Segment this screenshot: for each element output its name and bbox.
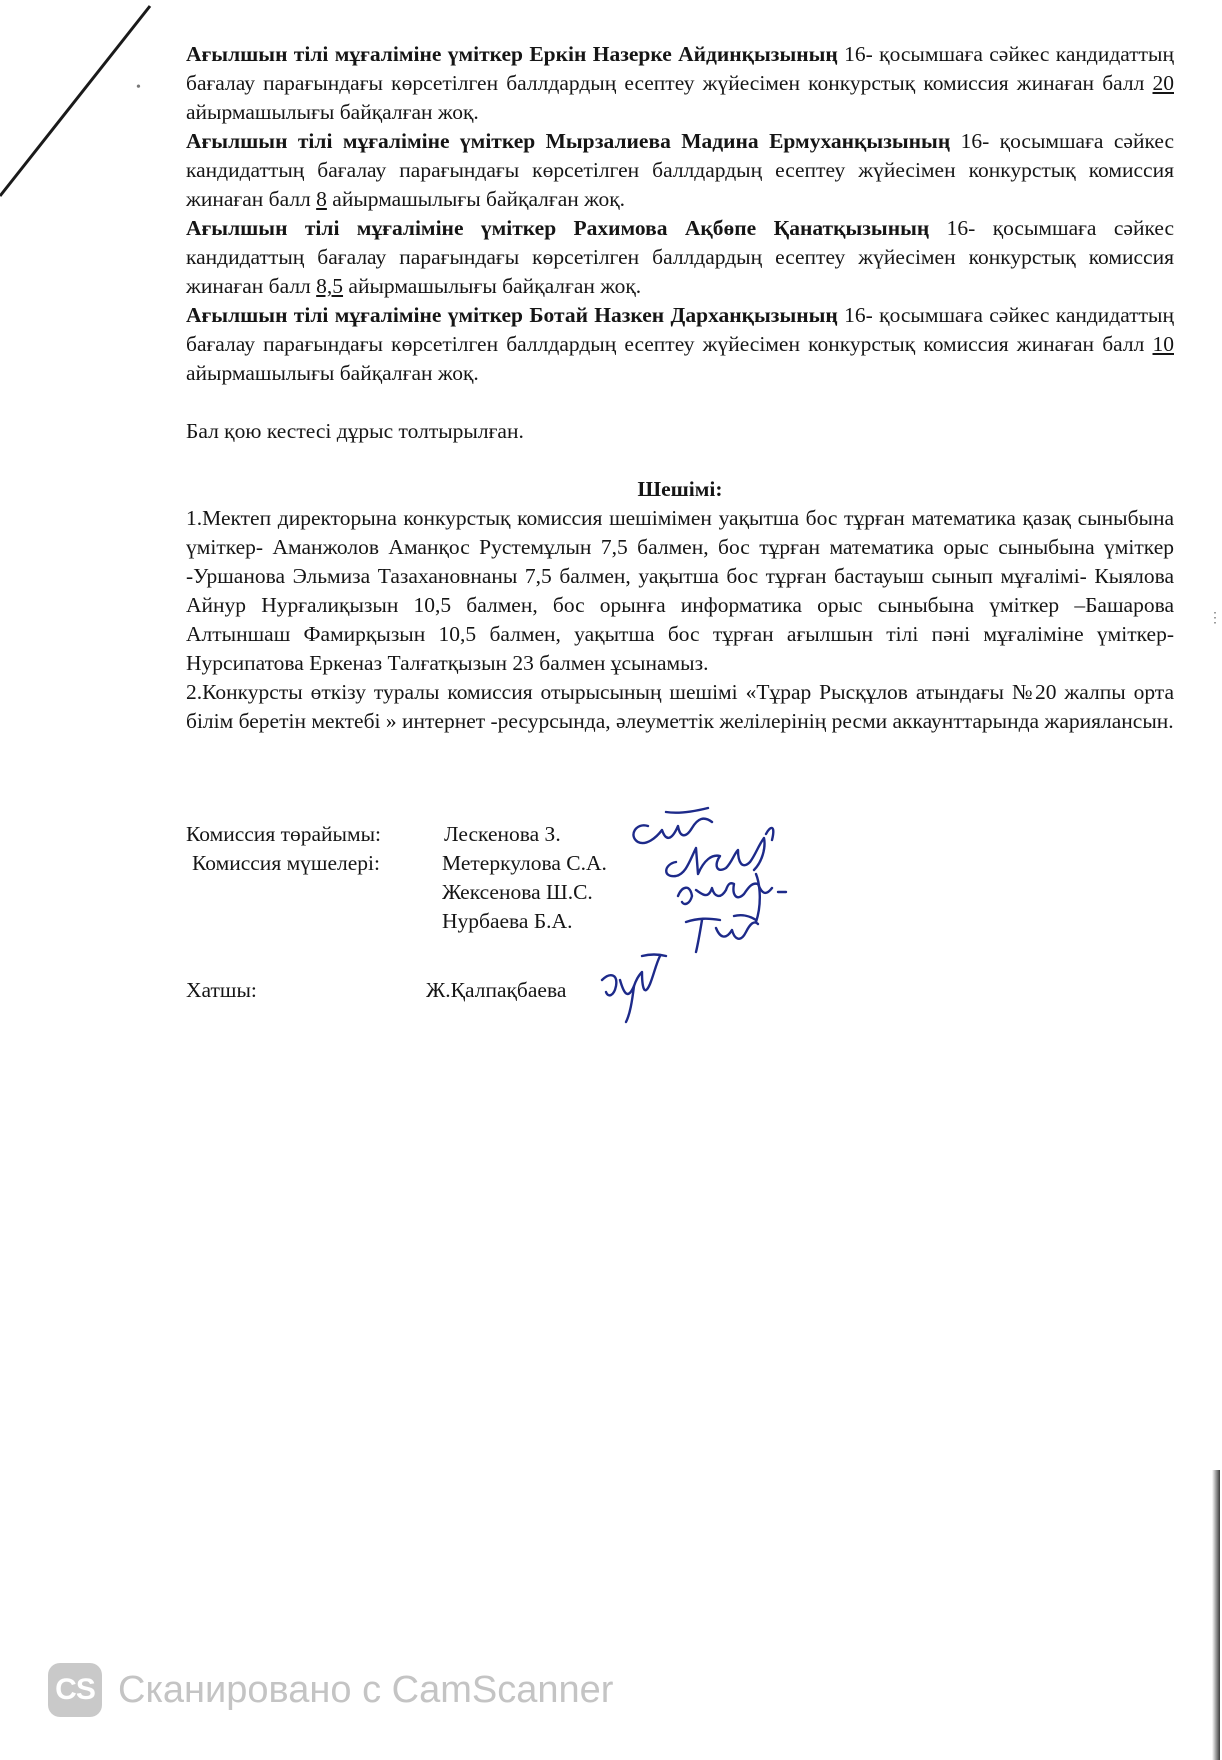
camscanner-logo: CS bbox=[48, 1663, 102, 1717]
score-value: 8,5 bbox=[316, 274, 344, 298]
candidate-paragraph: Ағылшын тілі мұғаліміне үміткер Еркін Назерке Айдинқызының 16- қосымшаға сәйкес кандидаттың бағалау парағындағы көрсетілген баллдардың есептеу жүйесімен конкурстық комиссия жинаған балл 20 айырмашылығы байқалған жоқ. bbox=[186, 42, 1174, 124]
handwritten-signatures bbox=[616, 804, 896, 954]
watermark-text: Сканировано с CamScanner bbox=[118, 1668, 614, 1711]
scan-edge-shadow bbox=[1212, 1470, 1220, 1760]
candidate-paragraph: Ағылшын тілі мұғаліміне үміткер Мырзалиева Мадина Ермуханқызының 16- қосымшаға сәйкес кандидаттың бағалау парағындағы көрсетілген баллдардың есептеу жүйесімен конкурстық комиссия жинаған балл 8 айырмашылығы байқалған жоқ. bbox=[186, 129, 1174, 211]
member-name: Жексенова Ш.С. bbox=[442, 880, 593, 904]
secretary-name: Ж.Қалпақбаева bbox=[426, 978, 567, 1002]
document-body bbox=[186, 40, 1174, 736]
candidate-paragraph: Ағылшын тілі мұғаліміне үміткер Ботай Назкен Дарханқызының 16- қосымшаға сәйкес кандидаттың бағалау парағындағы көрсетілген баллдардың есептеу жүйесімен конкурстық комиссия жинаған балл 10 айырмашылығы байқалған жоқ. bbox=[186, 303, 1174, 385]
decision-item: 2.Конкурсты өткізу туралы комиссия отырысының шешімі «Тұрар Рысқұлов атындағы №20 жалпы орта білім беретін мектебі » интернет -ресурсында, әлеуметтік желілерінің ресми аккаунттарында жариялансын. bbox=[186, 680, 1174, 733]
decision-heading: Шешімі: bbox=[637, 477, 723, 501]
secretary-signature bbox=[594, 950, 684, 1030]
score-value: 10 bbox=[1152, 332, 1174, 356]
member-name: Нурбаева Б.А. bbox=[442, 909, 573, 933]
decision-item: 1.Мектеп директорына конкурстық комиссия шешімімен уақытша бос тұрған математика қазақ сыныбына үміткер- Аманжолов Аманқос Рустемұлын 7,5 балмен, бос тұрған математика орыс сыныбына үміткер -Уршанова Эльмиза Тазахановнаны 7,5 балмен, уақытша бос тұрған бастауыш сынып мұғалімі- Кыялова Айнур Нурғалиқызын 10,5 балмен, бос орынға информатика орыс сыныбына үміткер –Башарова Алтыншаш Фамирқызын 10,5 балмен, уақытша бос тұрған ағылшын тілі пәні мұғаліміне үміткер- Нурсипатова Еркеназ Талғатқызын 23 балмен ұсынамыз. bbox=[186, 506, 1174, 675]
member-name: Метеркулова С.А. bbox=[442, 851, 607, 875]
score-value: 8 bbox=[316, 187, 327, 211]
page-fold-shadow bbox=[0, 0, 160, 210]
scan-speck: ⋮ bbox=[1208, 611, 1222, 626]
score-table-note: Бал қою кестесі дұрыс толтырылған. bbox=[186, 419, 524, 443]
chair-name: Лескенова З. bbox=[444, 822, 561, 846]
score-value: 20 bbox=[1152, 71, 1174, 95]
signature-block bbox=[186, 822, 886, 1022]
camscanner-watermark bbox=[48, 1660, 748, 1720]
secretary-label: Хатшы: bbox=[186, 978, 257, 1002]
scan-speck: • bbox=[136, 80, 141, 95]
chair-label: Комиссия төрайымы: bbox=[186, 822, 381, 846]
candidate-paragraph: Ағылшын тілі мұғаліміне үміткер Рахимова Ақбөпе Қанатқызының 16- қосымшаға сәйкес кандидаттың бағалау парағындағы көрсетілген баллдардың есептеу жүйесімен конкурстық комиссия жинаған балл 8,5 айырмашылығы байқалған жоқ. bbox=[186, 216, 1174, 298]
members-label: Комиссия мүшелері: bbox=[192, 851, 380, 875]
